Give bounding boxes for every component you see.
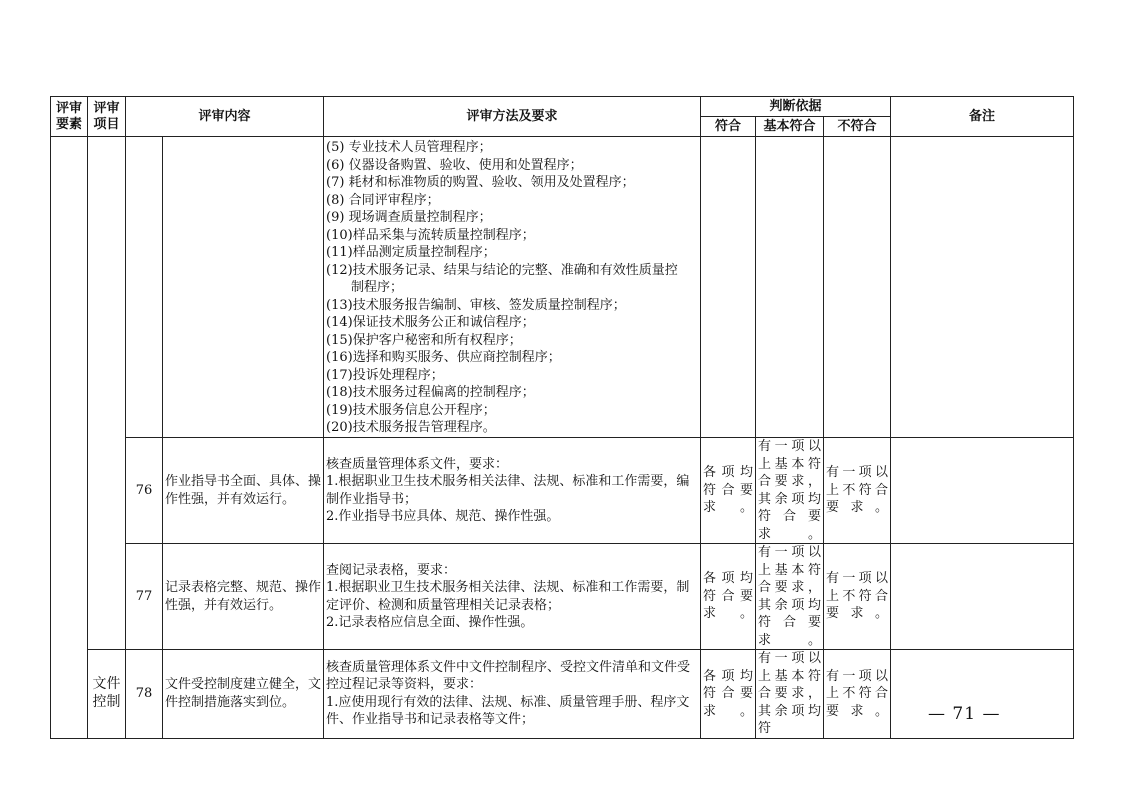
list-item: (15)保护客户秘密和所有权程序； <box>326 332 522 348</box>
list-item: (19)技术服务信息公开程序； <box>326 402 496 418</box>
header-remark: 备注 <box>891 97 1074 137</box>
review-project-file-control: 文件 控制 <box>88 650 126 739</box>
item-number: 77 <box>126 544 163 650</box>
fit-criteria: 各项均符合要求。 <box>701 544 756 650</box>
basic-fit-cell <box>756 137 824 438</box>
method-line: 1.根据职业卫生技术服务相关法律、法规、标准和工作需要，制定评价、检测和质量管理相关记录表格； <box>326 580 690 613</box>
remark-cell <box>891 650 1074 739</box>
method-line: 2.作业指导书应具体、规范、操作性强。 <box>326 509 560 524</box>
method-line: 核查质量管理体系文件，要求： <box>326 456 509 472</box>
review-method <box>324 544 701 650</box>
not-fit-criteria: 有一项以上不符合要求。 <box>824 438 891 544</box>
review-method <box>324 438 701 544</box>
fit-cell <box>701 137 756 438</box>
list-item: (10)样品采集与流转质量控制程序； <box>326 227 535 243</box>
remark-cell <box>891 137 1074 438</box>
list-item: (9) 现场调查质量控制程序； <box>326 210 492 225</box>
list-item: 制程序； <box>351 280 404 295</box>
review-content: 作业指导书全面、具体、操作性强，并有效运行。 <box>163 438 324 544</box>
item-number: 78 <box>126 650 163 739</box>
method-line: 2.记录表格应信息全面、操作性强。 <box>326 615 534 630</box>
method-line: 1.根据职业卫生技术服务相关法律、法规、标准和工作需要，编制作业指导书； <box>326 474 690 507</box>
table-row <box>51 650 1074 739</box>
continuation-method-cell <box>324 137 701 438</box>
review-content: 记录表格完整、规范、操作性强，并有效运行。 <box>163 544 324 650</box>
fit-criteria: 各项均符合要求。 <box>701 650 756 739</box>
not-fit-criteria: 有一项以上不符合要求。 <box>824 650 891 739</box>
method-line: 1.应使用现行有效的法律、法规、标准、质量管理手册、程序文件、作业指导书和记录表格等文件； <box>326 694 690 728</box>
list-item: (17)投诉处理程序； <box>326 367 444 383</box>
num-cell <box>126 137 163 438</box>
table-row <box>51 544 1074 650</box>
list-item: (5) 专业技术人员管理程序； <box>326 140 492 155</box>
header-review-project: 评审 项目 <box>88 97 126 137</box>
header-review-method: 评审方法及要求 <box>324 97 701 137</box>
basic-fit-criteria: 有一项以上基本符合要求，其余项均符合要求。 <box>756 544 824 650</box>
header-review-element: 评审 要素 <box>51 97 88 137</box>
content-cell <box>163 137 324 438</box>
list-item: (12)技术服务记录、结果与结论的完整、准确和有效性质量控 <box>326 262 678 278</box>
header-judgement-basis: 判断依据 <box>701 97 891 117</box>
list-item: (14)保证技术服务公正和诚信程序； <box>326 315 535 330</box>
list-item: (16)选择和购买服务、供应商控制程序； <box>326 350 561 365</box>
list-item: (20)技术服务报告管理程序。 <box>326 420 496 435</box>
list-item: (6) 仪器设备购置、验收、使用和处置程序； <box>326 157 583 173</box>
header-fit: 符合 <box>701 117 756 137</box>
review-method <box>324 650 701 739</box>
basic-fit-criteria: 有一项以上基本符合要求，其余项均符 <box>756 650 824 739</box>
review-table <box>50 96 1074 739</box>
list-item: (8) 合同评审程序； <box>326 192 440 208</box>
table-row <box>51 438 1074 544</box>
review-project-cell <box>88 137 126 650</box>
method-line: 核查质量管理体系文件中文件控制程序、受控文件清单和文件受控过程记录等资料，要求： <box>326 659 691 693</box>
remark-cell <box>891 438 1074 544</box>
basic-fit-criteria: 有一项以上基本符合要求，其余项均符合要求。 <box>756 438 824 544</box>
not-fit-cell <box>824 137 891 438</box>
fit-criteria: 各项均符合要求。 <box>701 438 756 544</box>
page-number: — 71 — <box>928 704 1001 724</box>
review-element-cell <box>51 137 88 739</box>
list-item: (13)技术服务报告编制、审核、签发质量控制程序； <box>326 297 626 313</box>
item-number: 76 <box>126 438 163 544</box>
list-item: (7) 耗材和标准物质的购置、验收、领用及处置程序； <box>326 175 635 190</box>
list-item: (11)样品测定质量控制程序； <box>326 245 496 260</box>
header-review-content: 评审内容 <box>126 97 324 137</box>
header-basic-fit: 基本符合 <box>756 117 824 137</box>
list-item: (18)技术服务过程偏离的控制程序； <box>326 385 535 400</box>
header-not-fit: 不符合 <box>824 117 891 137</box>
remark-cell <box>891 544 1074 650</box>
not-fit-criteria: 有一项以上不符合要求。 <box>824 544 891 650</box>
method-line: 查阅记录表格，要求： <box>326 562 457 578</box>
review-content: 文件受控制度建立健全，文件控制措施落实到位。 <box>163 650 324 739</box>
